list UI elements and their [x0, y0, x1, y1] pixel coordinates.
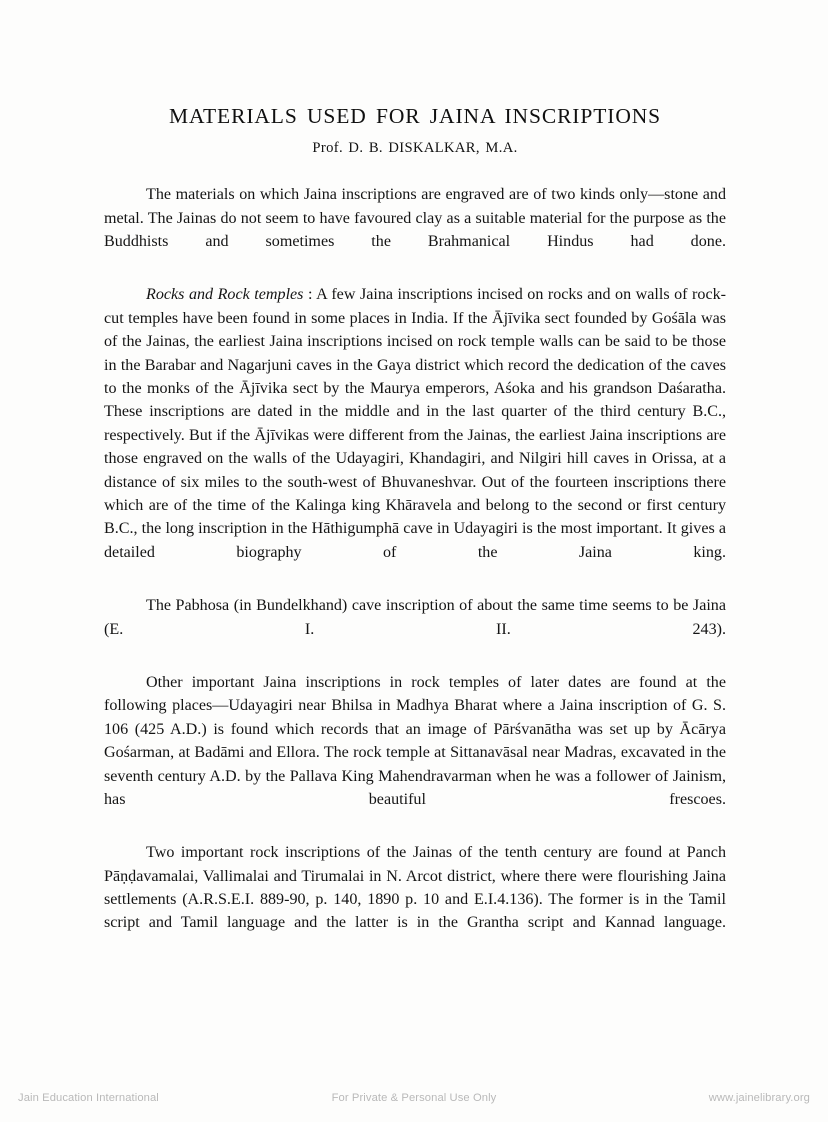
paragraph-text: The materials on which Jaina inscriptions are engraved are of two kinds only—stone and metal. The Jainas do not seem to have favoured clay as a suitable material for the purpose as the Buddhists and sometimes the Brahmanical Hindus had done. [104, 186, 726, 251]
paragraph-text: The Pabhosa (in Bundelkhand) cave inscription of about the same time seems to be Jaina (E. I. II. 243). [104, 597, 726, 638]
body-paragraph [104, 283, 726, 587]
page-footer [0, 1092, 828, 1114]
footer-website-link[interactable]: www.jainelibrary.org [708, 1092, 810, 1104]
paragraph-text: Two important rock inscriptions of the Jainas of the tenth century are found at Panch Pāṇḍavamalai, Vallimalai and Tirumalai in N. Arcot district, where there were flourishing Jaina settlements (A.R.S.E.I. 889-90, p. 140, 1890 p. 10 and E.I.4.136). The former is in the Tamil script and Tamil language and the latter is in the Grantha script and Kannad language. [104, 844, 726, 932]
footer-left-label: Jain Education International [18, 1092, 159, 1104]
paragraph-text: : A few Jaina inscriptions incised on rocks and on walls of rock-cut temples have been found in some places in India. If the Ājīvika sect founded by Gośāla was of the Jainas, the earliest Jaina inscriptions incised on rock temple walls can be said to be those in the Barabar and Nagarjuni caves in the Gaya district which record the dedication of the caves to the monks of the Ājīvika sect by the Maurya emperors, Aśoka and his grandson Daśaratha. These inscriptions are dated in the middle and in the last quarter of the third century B.C., respectively. But if the Ājīvikas were different from the Jainas, the earliest Jaina inscriptions are those engraved on the walls of the Udayagiri, Khandagiri, and Nilgiri hill caves in Orissa, at a distance of six miles to the south-west of Bhuvaneshvar. Out of the fourteen inscriptions there which are of the time of the Kalinga king Khāravela and belong to the second or first century B.C., the long inscription in the Hāthigumphā cave in Udayagiri is the most important. It gives a detailed biography of the Jaina king. [104, 286, 726, 561]
paragraph-run-in-heading: Rocks and Rock temples [146, 286, 304, 304]
author-byline: Prof. D. B. DISKALKAR, M.A. [312, 139, 518, 156]
page-content [104, 104, 726, 958]
body-paragraph [104, 183, 726, 277]
page-title: MATERIALS USED FOR JAINA INSCRIPTIONS [168, 104, 662, 128]
body-paragraph [104, 671, 726, 835]
footer-center-label: For Private & Personal Use Only [331, 1092, 497, 1104]
article-body [104, 183, 726, 958]
paragraph-text: Other important Jaina inscriptions in rock temples of later dates are found at the following places—Udayagiri near Bhilsa in Madhya Bharat where a Jaina inscription of G. S. 106 (425 A.D.) is found which records that an image of Pārśvanātha was set up by Ācārya Gośarman, at Badāmi and Ellora. The rock temple at Sittanavāsal near Madras, excavated in the seventh century A.D. by the Pallava King Mahendravarman when he was a follower of Jainism, has beautiful frescoes. [104, 673, 726, 808]
body-paragraph [104, 594, 726, 664]
body-paragraph [104, 841, 726, 958]
